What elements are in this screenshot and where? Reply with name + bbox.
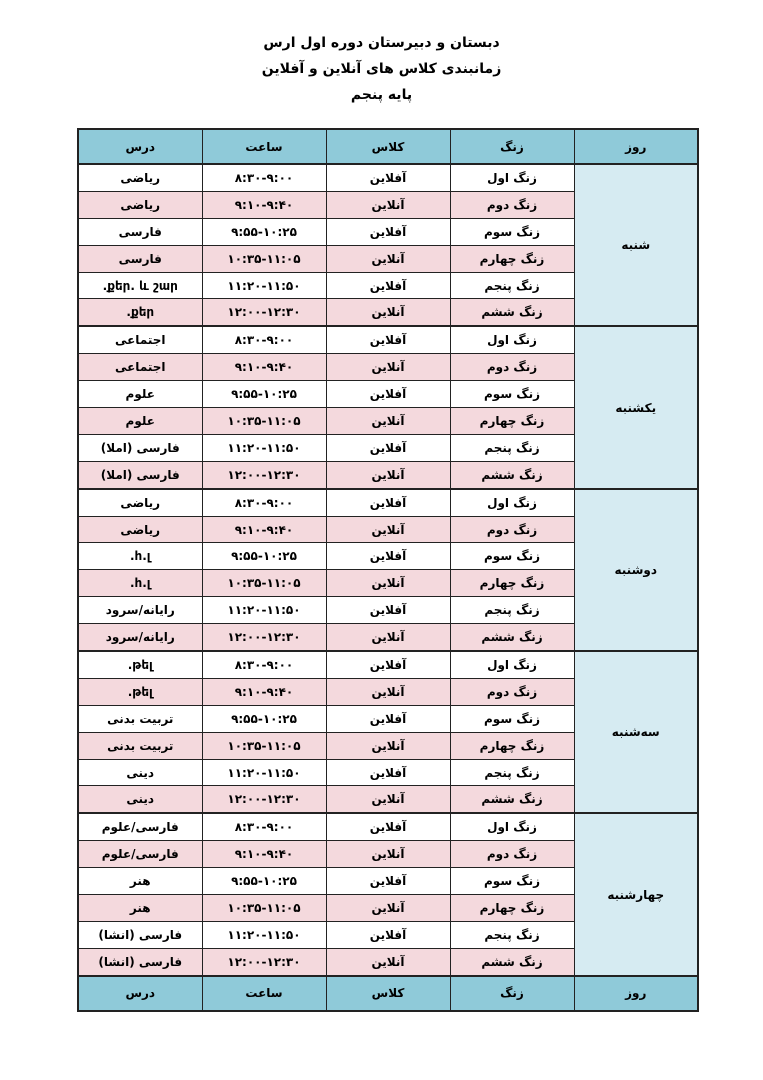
- subject-cell: اجتماعی: [78, 326, 202, 353]
- subject-cell: فارسی (املا): [78, 461, 202, 488]
- bell-cell: زنگ ششم: [450, 786, 574, 813]
- time-cell: ۹:۵۵-۱۰:۲۵: [202, 218, 326, 245]
- subject-cell: թել.: [78, 651, 202, 678]
- time-cell: ۸:۳۰-۹:۰۰: [202, 813, 326, 840]
- bell-cell: زنگ چهارم: [450, 408, 574, 435]
- footer-row: [78, 976, 698, 1011]
- class-cell: آنلاین: [326, 408, 450, 435]
- bell-cell: زنگ سوم: [450, 381, 574, 408]
- subject-cell: اجتماعی: [78, 354, 202, 381]
- subject-cell: քեր. և շար.: [78, 272, 202, 299]
- class-cell: آنلاین: [326, 678, 450, 705]
- subject-cell: հ.լ.: [78, 570, 202, 597]
- bell-cell: زنگ اول: [450, 651, 574, 678]
- subject-cell: թել.: [78, 678, 202, 705]
- class-cell: آنلاین: [326, 516, 450, 543]
- table-row: [78, 651, 698, 678]
- day-cell: یکشنبه: [574, 326, 698, 488]
- class-cell: آنلاین: [326, 245, 450, 272]
- subject-cell: دینی: [78, 759, 202, 786]
- day-cell: سه‌شنبه: [574, 651, 698, 813]
- bell-cell: زنگ اول: [450, 813, 574, 840]
- bell-cell: زنگ ششم: [450, 299, 574, 326]
- grade-title: پایه پنجم: [350, 87, 413, 103]
- time-cell: ۱۱:۲۰-۱۱:۵۰: [202, 759, 326, 786]
- class-cell: آفلاین: [326, 759, 450, 786]
- class-cell: آفلاین: [326, 868, 450, 895]
- bell-cell: زنگ اول: [450, 489, 574, 516]
- time-cell: ۹:۱۰-۹:۴۰: [202, 841, 326, 868]
- bell-cell: زنگ چهارم: [450, 895, 574, 922]
- class-cell: آنلاین: [326, 191, 450, 218]
- subject-cell: فارسی (املا): [78, 434, 202, 461]
- class-cell: آفلاین: [326, 543, 450, 570]
- bell-cell: زنگ پنجم: [450, 759, 574, 786]
- bell-cell: زنگ سوم: [450, 705, 574, 732]
- class-cell: آنلاین: [326, 841, 450, 868]
- table-row: [78, 164, 698, 191]
- subject-cell: فارسی (انشا): [78, 948, 202, 975]
- subject-cell: تربیت بدنی: [78, 732, 202, 759]
- subject-cell: هنر: [78, 868, 202, 895]
- bell-cell: زنگ پنجم: [450, 272, 574, 299]
- time-cell: ۱۱:۲۰-۱۱:۵۰: [202, 597, 326, 624]
- time-cell: ۱۰:۳۵-۱۱:۰۵: [202, 408, 326, 435]
- time-cell: ۱۰:۳۵-۱۱:۰۵: [202, 732, 326, 759]
- header-row: [78, 129, 698, 164]
- day-cell: چهارشنبه: [574, 813, 698, 975]
- bell-cell: زنگ پنجم: [450, 597, 574, 624]
- bell-cell: زنگ چهارم: [450, 570, 574, 597]
- bell-cell: زنگ پنجم: [450, 434, 574, 461]
- time-cell: ۹:۱۰-۹:۴۰: [202, 516, 326, 543]
- time-cell: ۸:۳۰-۹:۰۰: [202, 651, 326, 678]
- bell-cell: زنگ ششم: [450, 948, 574, 975]
- class-cell: آفلاین: [326, 326, 450, 353]
- bell-cell: زنگ دوم: [450, 516, 574, 543]
- bell-cell: زنگ چهارم: [450, 732, 574, 759]
- subject-cell: فارسی/علوم: [78, 813, 202, 840]
- bell-cell: زنگ دوم: [450, 841, 574, 868]
- bell-cell: زنگ چهارم: [450, 245, 574, 272]
- time-cell: ۹:۱۰-۹:۴۰: [202, 678, 326, 705]
- bell-cell: زنگ ششم: [450, 624, 574, 651]
- time-cell: ۱۲:۰۰-۱۲:۳۰: [202, 461, 326, 488]
- subject-cell: علوم: [78, 381, 202, 408]
- col-header-subject: درس: [78, 129, 202, 164]
- class-cell: آنلاین: [326, 624, 450, 651]
- class-cell: آفلاین: [326, 218, 450, 245]
- schedule-title: زمانبندی کلاس های آنلاین و آفلاین: [261, 61, 502, 77]
- table-row: [78, 813, 698, 840]
- class-cell: آنلاین: [326, 732, 450, 759]
- subject-cell: فارسی/علوم: [78, 841, 202, 868]
- class-cell: آنلاین: [326, 786, 450, 813]
- bell-cell: زنگ دوم: [450, 354, 574, 381]
- col-header-time: ساعت: [202, 129, 326, 164]
- class-cell: آنلاین: [326, 461, 450, 488]
- time-cell: ۸:۳۰-۹:۰۰: [202, 164, 326, 191]
- col-footer-day: روز: [574, 976, 698, 1011]
- bell-cell: زنگ دوم: [450, 191, 574, 218]
- subject-cell: دینی: [78, 786, 202, 813]
- time-cell: ۹:۵۵-۱۰:۲۵: [202, 381, 326, 408]
- subject-cell: ریاضی: [78, 191, 202, 218]
- school-name: دبستان و دبیرستان دوره اول ارس: [263, 35, 500, 51]
- subject-cell: فارسی: [78, 218, 202, 245]
- subject-cell: علوم: [78, 408, 202, 435]
- subject-cell: فارسی: [78, 245, 202, 272]
- bell-cell: زنگ سوم: [450, 543, 574, 570]
- col-footer-bell: زنگ: [450, 976, 574, 1011]
- class-cell: آفلاین: [326, 489, 450, 516]
- time-cell: ۹:۱۰-۹:۴۰: [202, 354, 326, 381]
- time-cell: ۹:۵۵-۱۰:۲۵: [202, 868, 326, 895]
- document-header: [0, 30, 763, 108]
- class-cell: آفلاین: [326, 434, 450, 461]
- class-cell: آنلاین: [326, 948, 450, 975]
- bell-cell: زنگ سوم: [450, 218, 574, 245]
- day-cell: شنبه: [574, 164, 698, 326]
- time-cell: ۱۱:۲۰-۱۱:۵۰: [202, 272, 326, 299]
- time-cell: ۱۰:۳۵-۱۱:۰۵: [202, 570, 326, 597]
- time-cell: ۱۲:۰۰-۱۲:۳۰: [202, 948, 326, 975]
- day-cell: دوشنبه: [574, 489, 698, 651]
- col-footer-subject: درس: [78, 976, 202, 1011]
- time-cell: ۱۲:۰۰-۱۲:۳۰: [202, 299, 326, 326]
- class-cell: آنلاین: [326, 354, 450, 381]
- time-cell: ۹:۵۵-۱۰:۲۵: [202, 543, 326, 570]
- bell-cell: زنگ دوم: [450, 678, 574, 705]
- bell-cell: زنگ ششم: [450, 461, 574, 488]
- time-cell: ۱۱:۲۰-۱۱:۵۰: [202, 921, 326, 948]
- table-row: [78, 326, 698, 353]
- class-cell: آفلاین: [326, 705, 450, 732]
- class-cell: آفلاین: [326, 381, 450, 408]
- table-row: [78, 489, 698, 516]
- class-cell: آفلاین: [326, 597, 450, 624]
- time-cell: ۹:۱۰-۹:۴۰: [202, 191, 326, 218]
- bell-cell: زنگ پنجم: [450, 921, 574, 948]
- col-header-class: کلاس: [326, 129, 450, 164]
- class-cell: آفلاین: [326, 164, 450, 191]
- bell-cell: زنگ سوم: [450, 868, 574, 895]
- time-cell: ۱۲:۰۰-۱۲:۳۰: [202, 624, 326, 651]
- class-cell: آفلاین: [326, 921, 450, 948]
- time-cell: ۱۰:۳۵-۱۱:۰۵: [202, 895, 326, 922]
- subject-cell: քեր.: [78, 299, 202, 326]
- class-cell: آفلاین: [326, 272, 450, 299]
- subject-cell: հ.լ.: [78, 543, 202, 570]
- class-cell: آفلاین: [326, 651, 450, 678]
- class-cell: آنلاین: [326, 299, 450, 326]
- subject-cell: هنر: [78, 895, 202, 922]
- subject-cell: ریاضی: [78, 516, 202, 543]
- bell-cell: زنگ اول: [450, 164, 574, 191]
- time-cell: ۱۱:۲۰-۱۱:۵۰: [202, 434, 326, 461]
- subject-cell: ریاضی: [78, 164, 202, 191]
- col-footer-class: کلاس: [326, 976, 450, 1011]
- schedule-table: [77, 128, 699, 1012]
- time-cell: ۸:۳۰-۹:۰۰: [202, 489, 326, 516]
- col-footer-time: ساعت: [202, 976, 326, 1011]
- class-cell: آفلاین: [326, 813, 450, 840]
- col-header-bell: زنگ: [450, 129, 574, 164]
- subject-cell: فارسی (انشا): [78, 921, 202, 948]
- subject-cell: رایانه/سرود: [78, 624, 202, 651]
- subject-cell: ریاضی: [78, 489, 202, 516]
- col-header-day: روز: [574, 129, 698, 164]
- class-cell: آنلاین: [326, 570, 450, 597]
- time-cell: ۱۲:۰۰-۱۲:۳۰: [202, 786, 326, 813]
- subject-cell: رایانه/سرود: [78, 597, 202, 624]
- class-cell: آنلاین: [326, 895, 450, 922]
- time-cell: ۱۰:۳۵-۱۱:۰۵: [202, 245, 326, 272]
- schedule-body: [78, 164, 698, 976]
- bell-cell: زنگ اول: [450, 326, 574, 353]
- time-cell: ۹:۵۵-۱۰:۲۵: [202, 705, 326, 732]
- subject-cell: تربیت بدنی: [78, 705, 202, 732]
- time-cell: ۸:۳۰-۹:۰۰: [202, 326, 326, 353]
